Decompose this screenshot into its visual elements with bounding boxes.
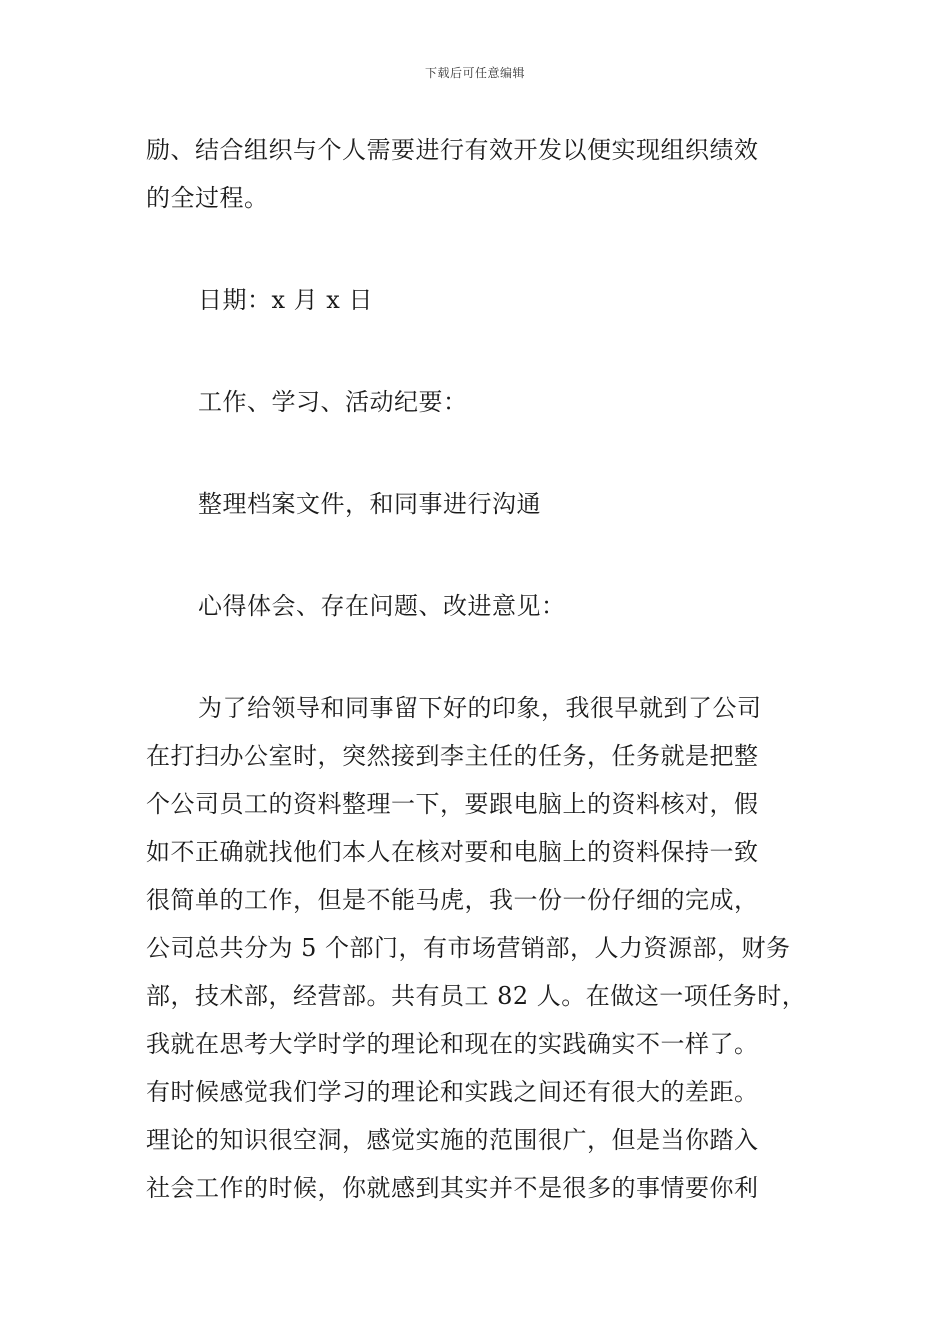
paragraph-line: 如不正确就找他们本人在核对要和电脑上的资料保持一致 <box>146 838 759 866</box>
paragraph-line: 公司总共分为 5 个部门，有市场营销部，人力资源部，财务 <box>146 934 791 962</box>
activity-text: 整理档案文件，和同事进行沟通 <box>198 490 541 518</box>
paragraph-gap <box>146 528 826 582</box>
paragraph-line: 个公司员工的资料整理一下，要跟电脑上的资料核对，假 <box>146 790 759 818</box>
paragraph-line: 很简单的工作，但是不能马虎，我一份一份仔细的完成， <box>146 886 759 914</box>
paragraph-gap <box>146 222 826 276</box>
paragraph-line: 部，技术部，经营部。共有员工 82 人。在做这一项任务时， <box>146 982 807 1010</box>
reflection-heading: 心得体会、存在问题、改进意见： <box>198 592 566 620</box>
document-body <box>146 126 826 1212</box>
paragraph-gap <box>146 426 826 480</box>
paragraph-line: 励、结合组织与个人需要进行有效开发以便实现组织绩效 <box>146 136 759 164</box>
paragraph-line: 理论的知识很空洞，感觉实施的范围很广，但是当你踏入 <box>146 1126 759 1154</box>
paragraph-line: 为了给领导和同事留下好的印象，我很早就到了公司 <box>198 694 762 722</box>
paragraph-line: 社会工作的时候，你就感到其实并不是很多的事情要你利 <box>146 1174 759 1202</box>
paragraph-line: 有时候感觉我们学习的理论和实践之间还有很大的差距。 <box>146 1078 759 1106</box>
page-header: 下载后可任意编辑 <box>424 66 525 80</box>
date-line: 日期：x 月 x 日 <box>198 286 373 314</box>
paragraph-gap <box>146 324 826 378</box>
paragraph-line: 我就在思考大学时学的理论和现在的实践确实不一样了。 <box>146 1030 759 1058</box>
paragraph-line: 在打扫办公室时，突然接到李主任的任务，任务就是把整 <box>146 742 759 770</box>
activity-heading: 工作、学习、活动纪要： <box>198 388 468 416</box>
paragraph-gap <box>146 630 826 684</box>
paragraph-line: 的全过程。 <box>146 184 269 212</box>
